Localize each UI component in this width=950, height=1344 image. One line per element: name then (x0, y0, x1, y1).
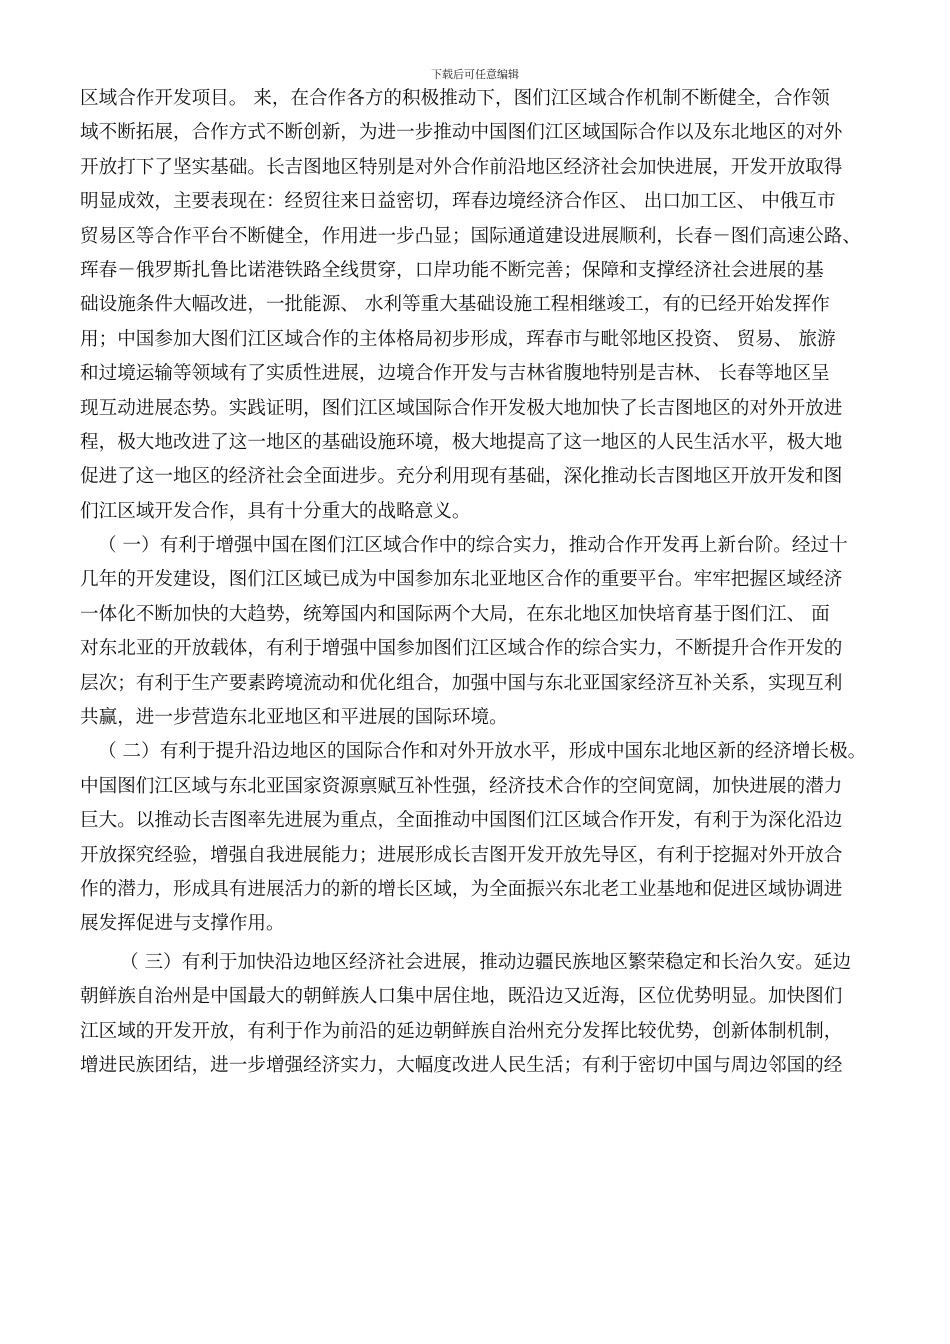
text-line: 域不断拓展，合作方式不断创新，为进一步推动中国图们江区域国际合作以及东北地区的对外 (80, 122, 843, 144)
section-heading-line: （ 三）有利于加快沿边地区经济社会进展，推动边疆民族地区繁荣稳定和长治久安。延边 (120, 951, 852, 973)
text-line: 对东北亚的开放载体，有利于增强中国参加图们江区域合作的综合实力，不断提升合作开发的 (80, 638, 843, 660)
text-line: 一体化不断加快的大趋势，统筹国内和国际两个大局，在东北地区加快培育基于图们江、 面 (80, 603, 830, 625)
text-line: 作的潜力，形成具有进展活力的新的增长区域，为全面振兴东北老工业基地和促进区域协调进 (80, 878, 843, 900)
text-line: 中国图们江区域与东北亚国家资源禀赋互补性强，经济技术合作的空间宽阔，加快进展的潜力 (80, 775, 843, 797)
text-line: 朝鲜族自治州是中国最大的朝鲜族人口集中居住地，既沿边又近海，区位优势明显。加快图们 (80, 986, 843, 1008)
header-note: 下载后可任意编辑 (431, 68, 519, 81)
body-text (80, 82, 880, 1083)
text-line: 明显成效，主要表现在：经贸往来日益密切，珲春边境经济合作区、 出口加工区、 中俄互市 (80, 191, 836, 213)
text-line: 们江区域开发合作，具有十分重大的战略意义。 (80, 500, 471, 522)
section-heading-line: （ 二）有利于提升沿边地区的国际合作和对外开放水平，形成中国东北地区新的经济增长极。 (98, 741, 867, 763)
text-line: 展发挥促进与支撑作用。 (80, 913, 285, 935)
text-line: 贸易区等合作平台不断健全，作用进一步凸显；国际通道建设进展顺利，长春－图们高速公路、 (80, 225, 861, 247)
text-line: 现互动进展态势。实践证明，图们江区域国际合作开发极大地加快了长吉图地区的对外开放进 (80, 397, 843, 419)
text-line: 促进了这一地区的经济社会全面进步。充分利用现有基础，深化推动长吉图地区开放开发和图 (80, 466, 843, 488)
text-line: 层次；有利于生产要素跨境流动和优化组合，加强中国与东北亚国家经济互补关系，实现互利 (80, 672, 843, 694)
section-heading-line: （ 一）有利于增强中国在图们江区域合作中的综合实力，推动合作开发再上新台阶。经过十 (98, 535, 848, 557)
text-line: 础设施条件大幅改进，一批能源、 水利等重大基础设施工程相继竣工，有的已经开始发挥作 (80, 294, 830, 316)
text-line: 程，极大地改进了这一地区的基础设施环境，极大地提高了这一地区的人民生活水平，极大地 (80, 431, 843, 453)
text-line: 几年的开发建设，图们江区域已成为中国参加东北亚地区合作的重要平台。牢牢把握区域经济 (80, 569, 843, 591)
text-line: 和过境运输等领域有了实质性进展，边境合作开发与吉林省腹地特别是吉林、 长春等地区呈 (80, 363, 830, 385)
text-line: 增进民族团结，进一步增强经济实力，大幅度改进人民生活；有利于密切中国与周边邻国的经 (80, 1054, 843, 1076)
text-line: 共赢，进一步营造东北亚地区和平进展的国际环境。 (80, 707, 508, 729)
text-line: 开放打下了坚实基础。长吉图地区特别是对外合作前沿地区经济社会加快进展，开发开放取得 (80, 156, 843, 178)
text-line: 江区域的开发开放，有利于作为前沿的延边朝鲜族自治州充分发挥比较优势，创新体制机制， (80, 1020, 843, 1042)
text-line: 开放探究经验，增强自我进展能力；进展形成长吉图开发开放先导区，有利于挖掘对外开放合 (80, 844, 843, 866)
text-line: 区域合作开发项目。 来，在合作各方的积极推动下，图们江区域合作机制不断健全，合作领 (80, 88, 830, 109)
text-line: 巨大。以推动长吉图率先进展为重点，全面推动中国图们江区域合作开发，有利于为深化沿边 (80, 810, 843, 832)
text-line: 用；中国参加大图们江区域合作的主体格局初步形成，珲春市与毗邻地区投资、 贸易、 旅游 (80, 328, 836, 350)
text-line: 珲春－俄罗斯扎鲁比诺港铁路全线贯穿，口岸功能不断完善；保障和支撑经济社会进展的基 (80, 259, 824, 281)
